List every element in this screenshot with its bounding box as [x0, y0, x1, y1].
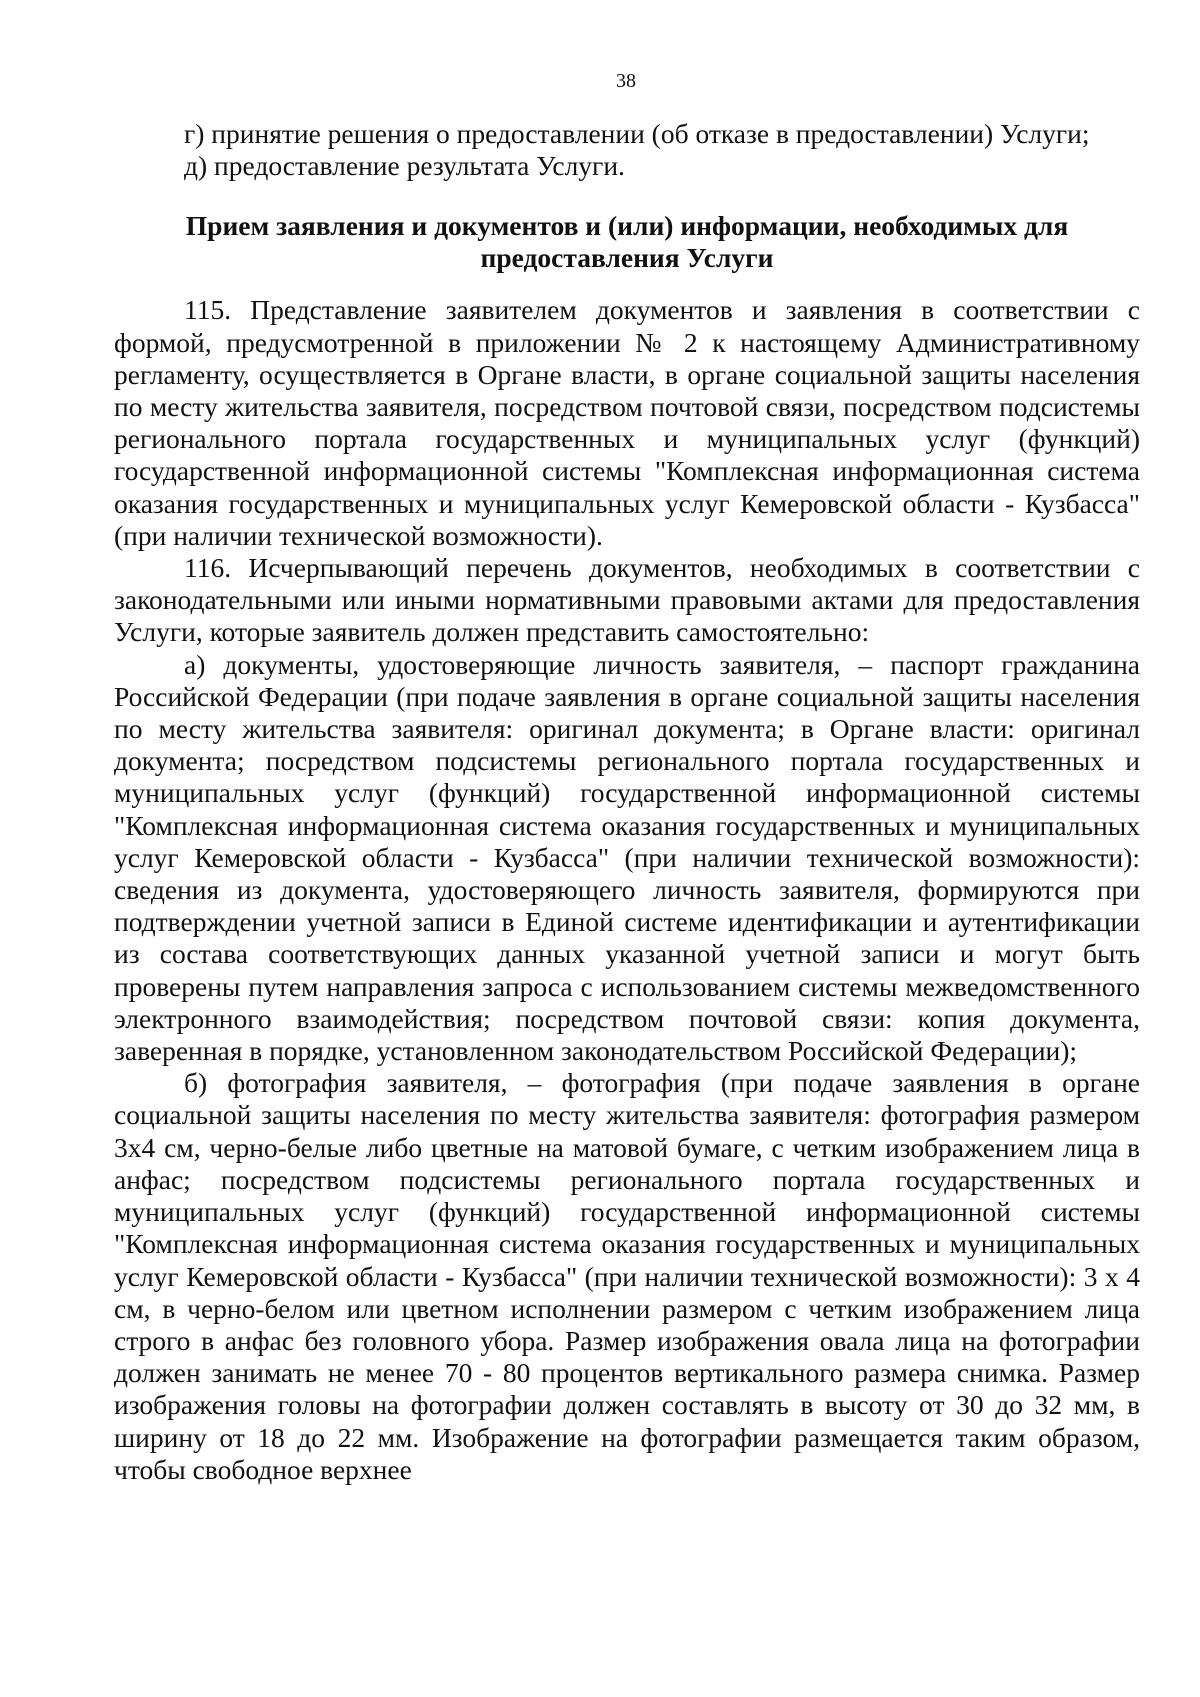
- list-item-d: д) предоставление результата Услуги.: [184, 150, 625, 182]
- section-heading-line-2: предоставления Услуги: [480, 242, 774, 274]
- section-heading-line-1: Прием заявления и документов и (или) информации, необходимых для: [185, 210, 1069, 242]
- page-number: 38: [616, 70, 636, 92]
- paragraph-115: 115. Представление заявителем документов и заявления в соответствии с формой, предусмотренной в приложении № 2 к настоящему Административному регламенту, осуществляется в Органе власти, в органе социальной защиты населения по месту жительства заявителя, посредством почтовой связи, посредством подсистемы регионального портала государственных и муниципальных услуг (функций) государственной информационной системы "Комплексная информационная система оказания государственных и муниципальных услуг Кемеровской области - Кузбасса" (при наличии технической возможности).: [114, 294, 1140, 551]
- list-item-g: г) принятие решения о предоставлении (об отказе в предоставлении) Услуги;: [184, 118, 1090, 149]
- paragraph-item-a: а) документы, удостоверяющие личность заявителя, – паспорт гражданина Российской Федерации (при подаче заявления в органе социальной защиты населения по месту жительства заявителя: оригинал документа; в Органе власти: оригинал документа; посредством подсистемы регионального портала государственных и муниципальных услуг (функций) государственной информационной системы "Комплексная информационная система оказания государственных и муниципальных услуг Кемеровской области - Кузбасса" (при наличии технической возможности): сведения из документа, удостоверяющего личность заявителя, формируются при подтверждении учетной записи в Единой системе идентификации и аутентификации из состава соответствующих данных указанной учетной записи и могут быть проверены путем направления запроса с использованием системы межведомственного электронного взаимодействия; посредством почтовой связи: копия документа, заверенная в порядке, установленном законодательством Российской Федерации);: [114, 648, 1140, 1067]
- paragraph-116: 116. Исчерпывающий перечень документов, необходимых в соответствии с законодательными или иными нормативными правовыми актами для предоставления Услуги, которые заявитель должен представить самостоятельно:: [114, 552, 1140, 648]
- section-heading: [114, 210, 1140, 274]
- document-body: [114, 118, 1140, 1486]
- paragraph-item-b: б) фотография заявителя, – фотография (при подаче заявления в органе социальной защиты населения по месту жительства заявителя: фотография размером 3х4 см, черно-белые либо цветные на матовой бумаге, с четким изображением лица в анфас; посредством подсистемы регионального портала государственных и муниципальных услуг (функций) государственной информационной системы "Комплексная информационная система оказания государственных и муниципальных услуг Кемеровской области - Кузбасса" (при наличии технической возможности): 3 х 4 см, в черно-белом или цветном исполнении размером с четким изображением лица строго в анфас без головного убора. Размер изображения овала лица на фотографии должен занимать не менее 70 - 80 процентов вертикального размера снимка. Размер изображения головы на фотографии должен составлять в высоту от 30 до 32 мм, в ширину от 18 до 22 мм. Изображение на фотографии размещается таким образом, чтобы свободное верхнее: [114, 1067, 1140, 1485]
